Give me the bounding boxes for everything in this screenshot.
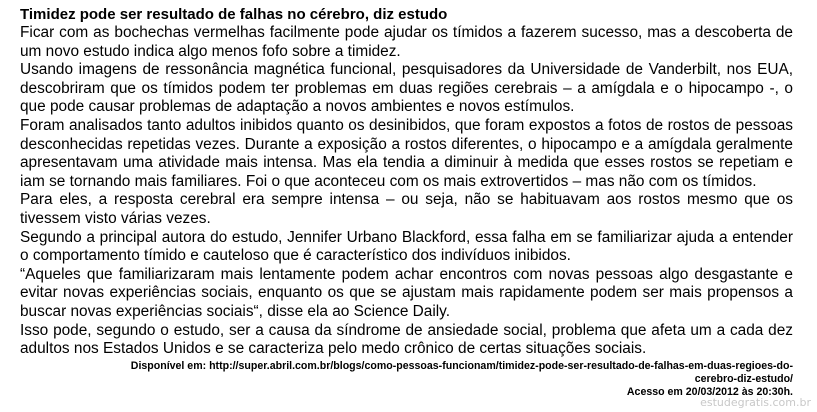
paragraph-6: “Aqueles que familiarizaram mais lentamente podem achar encontros com novas pessoas algo desgastante e evitar novas experiências sociais, enquanto os que se ajustam mais rapidamente podem ser mais propensos a buscar novas experiências sociais“, disse ela ao Science Daily.: [20, 265, 793, 320]
article-title: Timidez pode ser resultado de falhas no cérebro, diz estudo: [20, 6, 448, 23]
paragraph-7: Isso pode, segundo o estudo, ser a causa da síndrome de ansiedade social, problema que afeta um a cada dez adultos nos Estados Unidos e se caracteriza pelo medo crônico de certas situações sociais.: [20, 321, 793, 358]
access-date: Acesso em 20/03/2012 às 20:30h.: [626, 385, 793, 398]
paragraph-4: Para eles, a resposta cerebral era sempre intensa – ou seja, não se habituavam aos rostos mesmo que os tivessem visto várias vezes.: [20, 191, 793, 227]
watermark: estudegratis.com.br: [700, 396, 811, 409]
paragraph-3: Foram analisados tanto adultos inibidos quanto os desinibidos, que foram expostos a fotos de rostos de pessoas desconhecidas repetidas vezes. Durante a exposição a rostos diferentes, o hipocampo e a amígdala geralmente apresentavam uma atividade mais intensa. Mas ela tendia a diminuir à medida que esses rostos se repetiam e iam se tornando mais familiares. Foi o que aconteceu com os mais extrovertidos – mas não com os tímidos.: [20, 116, 793, 190]
paragraph-5: Segundo a principal autora do estudo, Jennifer Urbano Blackford, essa falha em se familiarizar ajuda a entender o comportamento tímido e cauteloso que é característico dos indivíduos inibidos.: [20, 228, 793, 265]
source-url-line-2: cerebro-diz-estudo/: [694, 372, 793, 385]
article: [20, 6, 793, 399]
source-url-line-1: Disponível em: http://super.abril.com.br/blogs/como-pessoas-funcionam/timidez-pode-ser-resultado-de-falhas-em-duas-regioes-do-: [130, 359, 793, 372]
paragraph-2: Usando imagens de ressonância magnética funcional, pesquisadores da Universidade de Vanderbilt, nos EUA, descobriram que os tímidos podem ter problemas em duas regiões cerebrais – a amígdala e o hipocampo -, o que pode causar problemas de adaptação a novos ambientes e novos estímulos.: [20, 61, 793, 116]
paragraph-1: Ficar com as bochechas vermelhas facilmente pode ajudar os tímidos a fazerem sucesso, mas a descoberta de um novo estudo indica algo menos fofo sobre a timidez.: [20, 24, 793, 60]
source-citation: [20, 360, 793, 399]
